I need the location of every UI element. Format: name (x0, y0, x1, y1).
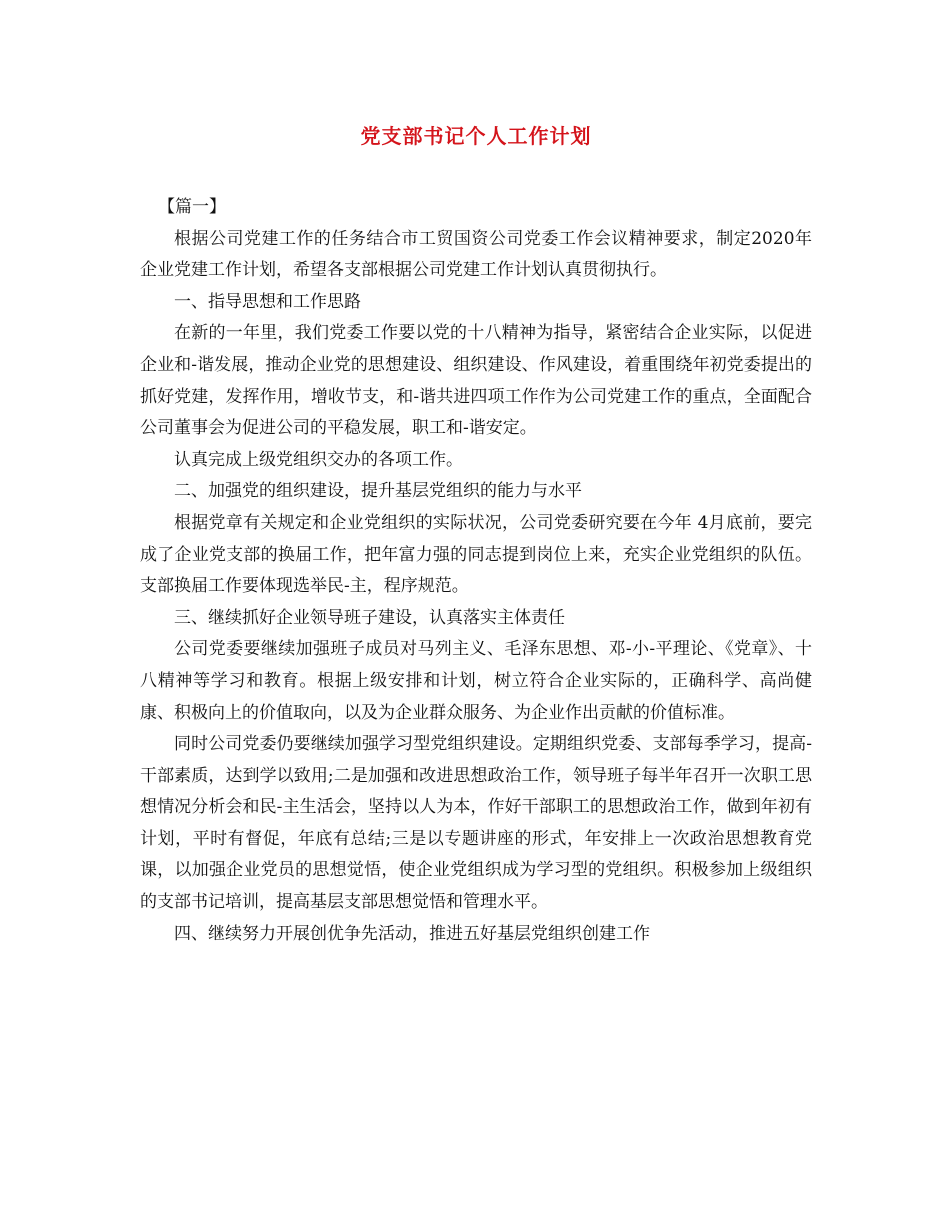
body-paragraph: 公司党委要继续加强班子成员对马列主义、毛泽东思想、邓-小-平理论、《党章》、十八精神等学习和教育。根据上级安排和计划，树立符合企业实际的，正确科学、高尚健康、积极向上的价值取向，以及为企业群众服务、为企业作出贡献的价值标准。 (140, 639, 812, 723)
section-heading-1: 一、指导思想和工作思路 (174, 291, 361, 312)
body-paragraph: 认真完成上级党组织交办的各项工作。 (174, 449, 463, 470)
document-body (140, 192, 812, 950)
body-paragraph: 根据党章有关规定和企业党组织的实际状况，公司党委研究要在今年 4月底前，要完成了企业党支部的换届工作，把年富力强的同志提到岗位上来，充实企业党组织的队伍。支部换届工作要体现选举民-主，程序规范。 (140, 512, 812, 597)
intro-paragraph: 根据公司党建工作的任务结合市工贸国资公司党委工作会议精神要求，制定2020年企业党建工作计划，希望各支部根据公司党建工作计划认真贯彻执行。 (140, 228, 812, 281)
section-heading-3: 三、继续抓好企业领导班子建设，认真落实主体责任 (174, 607, 565, 628)
section-heading-4: 四、继续努力开展创优争先活动，推进五好基层党组织创建工作 (174, 923, 650, 944)
section-heading-2: 二、加强党的组织建设，提升基层党组织的能力与水平 (174, 481, 582, 502)
document-title: 党支部书记个人工作计划 (360, 124, 592, 148)
body-paragraph: 同时公司党委仍要继续加强学习型党组织建设。定期组织党委、支部每季学习，提高-干部素质，达到学以致用;二是加强和改进思想政治工作，领导班子每半年召开一次职工思想情况分析会和民-主生活会，坚持以人为本，作好干部职工的思想政治工作，做到年初有计划，平时有督促，年底有总结;三是以专题讲座的形式，年安排上一次政治思想教育党课，以加强企业党员的思想觉悟，使企业党组织成为学习型的党组织。积极参加上级组织的支部书记培训，提高基层支部思想觉悟和管理水平。 (140, 734, 812, 913)
section-label: 【篇一】 (158, 197, 226, 217)
body-paragraph: 在新的一年里，我们党委工作要以党的十八精神为指导，紧密结合企业实际，以促进企业和-谐发展，推动企业党的思想建设、组织建设、作风建设，着重围绕年初党委提出的抓好党建，发挥作用，增收节支，和-谐共进四项工作作为公司党建工作的重点，全面配合公司董事会为促进公司的平稳发展，职工和-谐安定。 (140, 323, 812, 439)
